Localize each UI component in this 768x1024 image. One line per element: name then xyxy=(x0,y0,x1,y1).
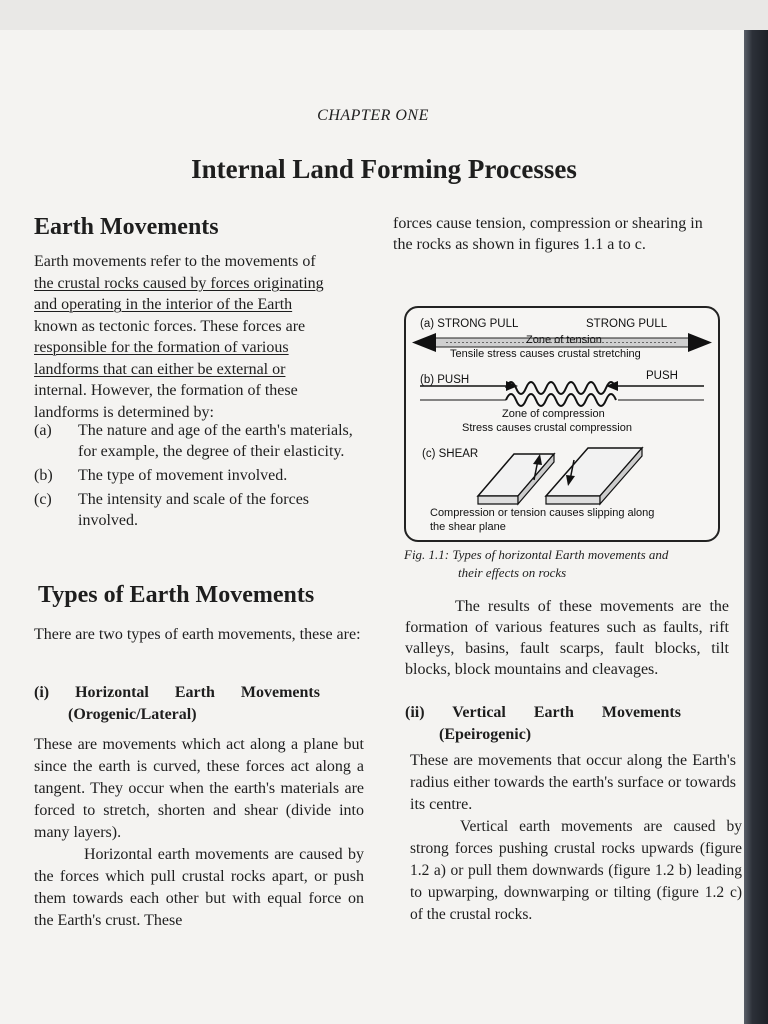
horizontal-heading xyxy=(34,682,364,726)
horizontal-paragraph-1: These are movements which act along a plane but since the earth is curved, these forces act along a tangent. They occur when the earth's materials are forced to stretch, shorten and shear (divide into many layers). xyxy=(34,736,364,841)
list-item xyxy=(34,420,364,462)
types-intro: There are two types of earth movements, these are: xyxy=(34,626,361,643)
figure-caption-line2: their effects on rocks xyxy=(458,565,567,580)
intro-line: landforms is determined by: xyxy=(34,403,214,421)
continuation-paragraph: forces cause tension, compression or shearing in the rocks as shown in figures 1.1 a to c. xyxy=(393,215,703,253)
vertical-paragraph-1: These are movements that occur along the Earth's radius either towards the earth's surface or towards its centre. xyxy=(410,752,736,813)
list-item-label: (c) xyxy=(34,491,52,508)
section-heading-types: Types of Earth Movements xyxy=(38,582,315,608)
intro-line: known as tectonic forces. These forces are xyxy=(34,317,306,335)
fig-b-zone-label: Zone of compression xyxy=(502,408,605,420)
vertical-heading xyxy=(405,702,735,746)
intro-line: responsible for the formation of various xyxy=(34,339,289,356)
vertical-paragraph-2: Vertical earth movements are caused by strong forces pushing crustal rocks upwards (figure 1.2 a) or pull them downwards (figure 1.2 b) leading to upwarping, downwarping or tilting (figure 1.2 c) of the crustal rocks. xyxy=(410,818,742,923)
intro-line: the crustal rocks caused by forces originating xyxy=(34,274,324,292)
fig-c-label: (c) SHEAR xyxy=(422,448,479,460)
results-paragraph: The results of these movements are the formation of various features such as faults, rift valleys, basins, fault scarps, fault blocks, tilt blocks, block mountains and cleavages. xyxy=(405,598,729,678)
fig-b-caption: Stress causes crustal compression xyxy=(462,422,632,434)
fig-b-left-label: (b) PUSH xyxy=(420,374,470,386)
intro-line: internal. However, the formation of these xyxy=(34,382,298,399)
figure-caption xyxy=(404,546,722,582)
list-item-text: The type of movement involved. xyxy=(78,467,288,484)
determinants-list xyxy=(34,420,364,534)
figure-1-1 xyxy=(404,306,720,542)
intro-paragraph xyxy=(34,251,364,423)
figure-caption-line1: Fig. 1.1: Types of horizontal Earth movements and xyxy=(404,547,669,562)
fig-a-caption: Tensile stress causes crustal stretching xyxy=(450,348,641,360)
list-item xyxy=(34,489,364,531)
list-item-text: The nature and age of the earth's materials, for example, the degree of their elasticity. xyxy=(78,422,353,460)
fig-c-caption-line2: the shear plane xyxy=(430,521,506,533)
intro-line: landforms that can either be external or xyxy=(34,360,286,378)
chapter-label: CHAPTER ONE xyxy=(317,107,429,124)
fig-b-right-label: PUSH xyxy=(646,370,678,382)
horizontal-heading-line2: (Orogenic/Lateral) xyxy=(68,706,197,723)
shear-blocks xyxy=(478,448,642,504)
vertical-heading-line1: (ii) Vertical Earth Movements xyxy=(405,704,681,721)
vertical-heading-line2: (Epeirogenic) xyxy=(439,726,532,743)
fig-c-caption-line1: Compression or tension causes slipping along xyxy=(430,507,655,519)
list-item-text: The intensity and scale of the forces involved. xyxy=(78,491,310,529)
list-item-label: (b) xyxy=(34,467,53,484)
horizontal-paragraph-2: Horizontal earth movements are caused by the forces which pull crustal rocks apart, or push them towards each other but with equal force on the Earth's crust. These xyxy=(34,846,364,929)
fig-a-zone-label: Zone of tension xyxy=(526,334,602,346)
fig-a-left-label: (a) STRONG PULL xyxy=(420,318,519,330)
intro-line: and operating in the interior of the Earth xyxy=(34,296,293,313)
fig-a-right-label: STRONG PULL xyxy=(586,318,668,330)
section-heading-earth-movements: Earth Movements xyxy=(34,214,219,240)
horizontal-heading-line1: (i) Horizontal Earth Movements xyxy=(34,684,320,701)
list-item-label: (a) xyxy=(34,422,52,439)
chapter-title: Internal Land Forming Processes xyxy=(191,154,577,184)
intro-line: Earth movements refer to the movements of xyxy=(34,253,316,270)
list-item xyxy=(34,465,364,486)
